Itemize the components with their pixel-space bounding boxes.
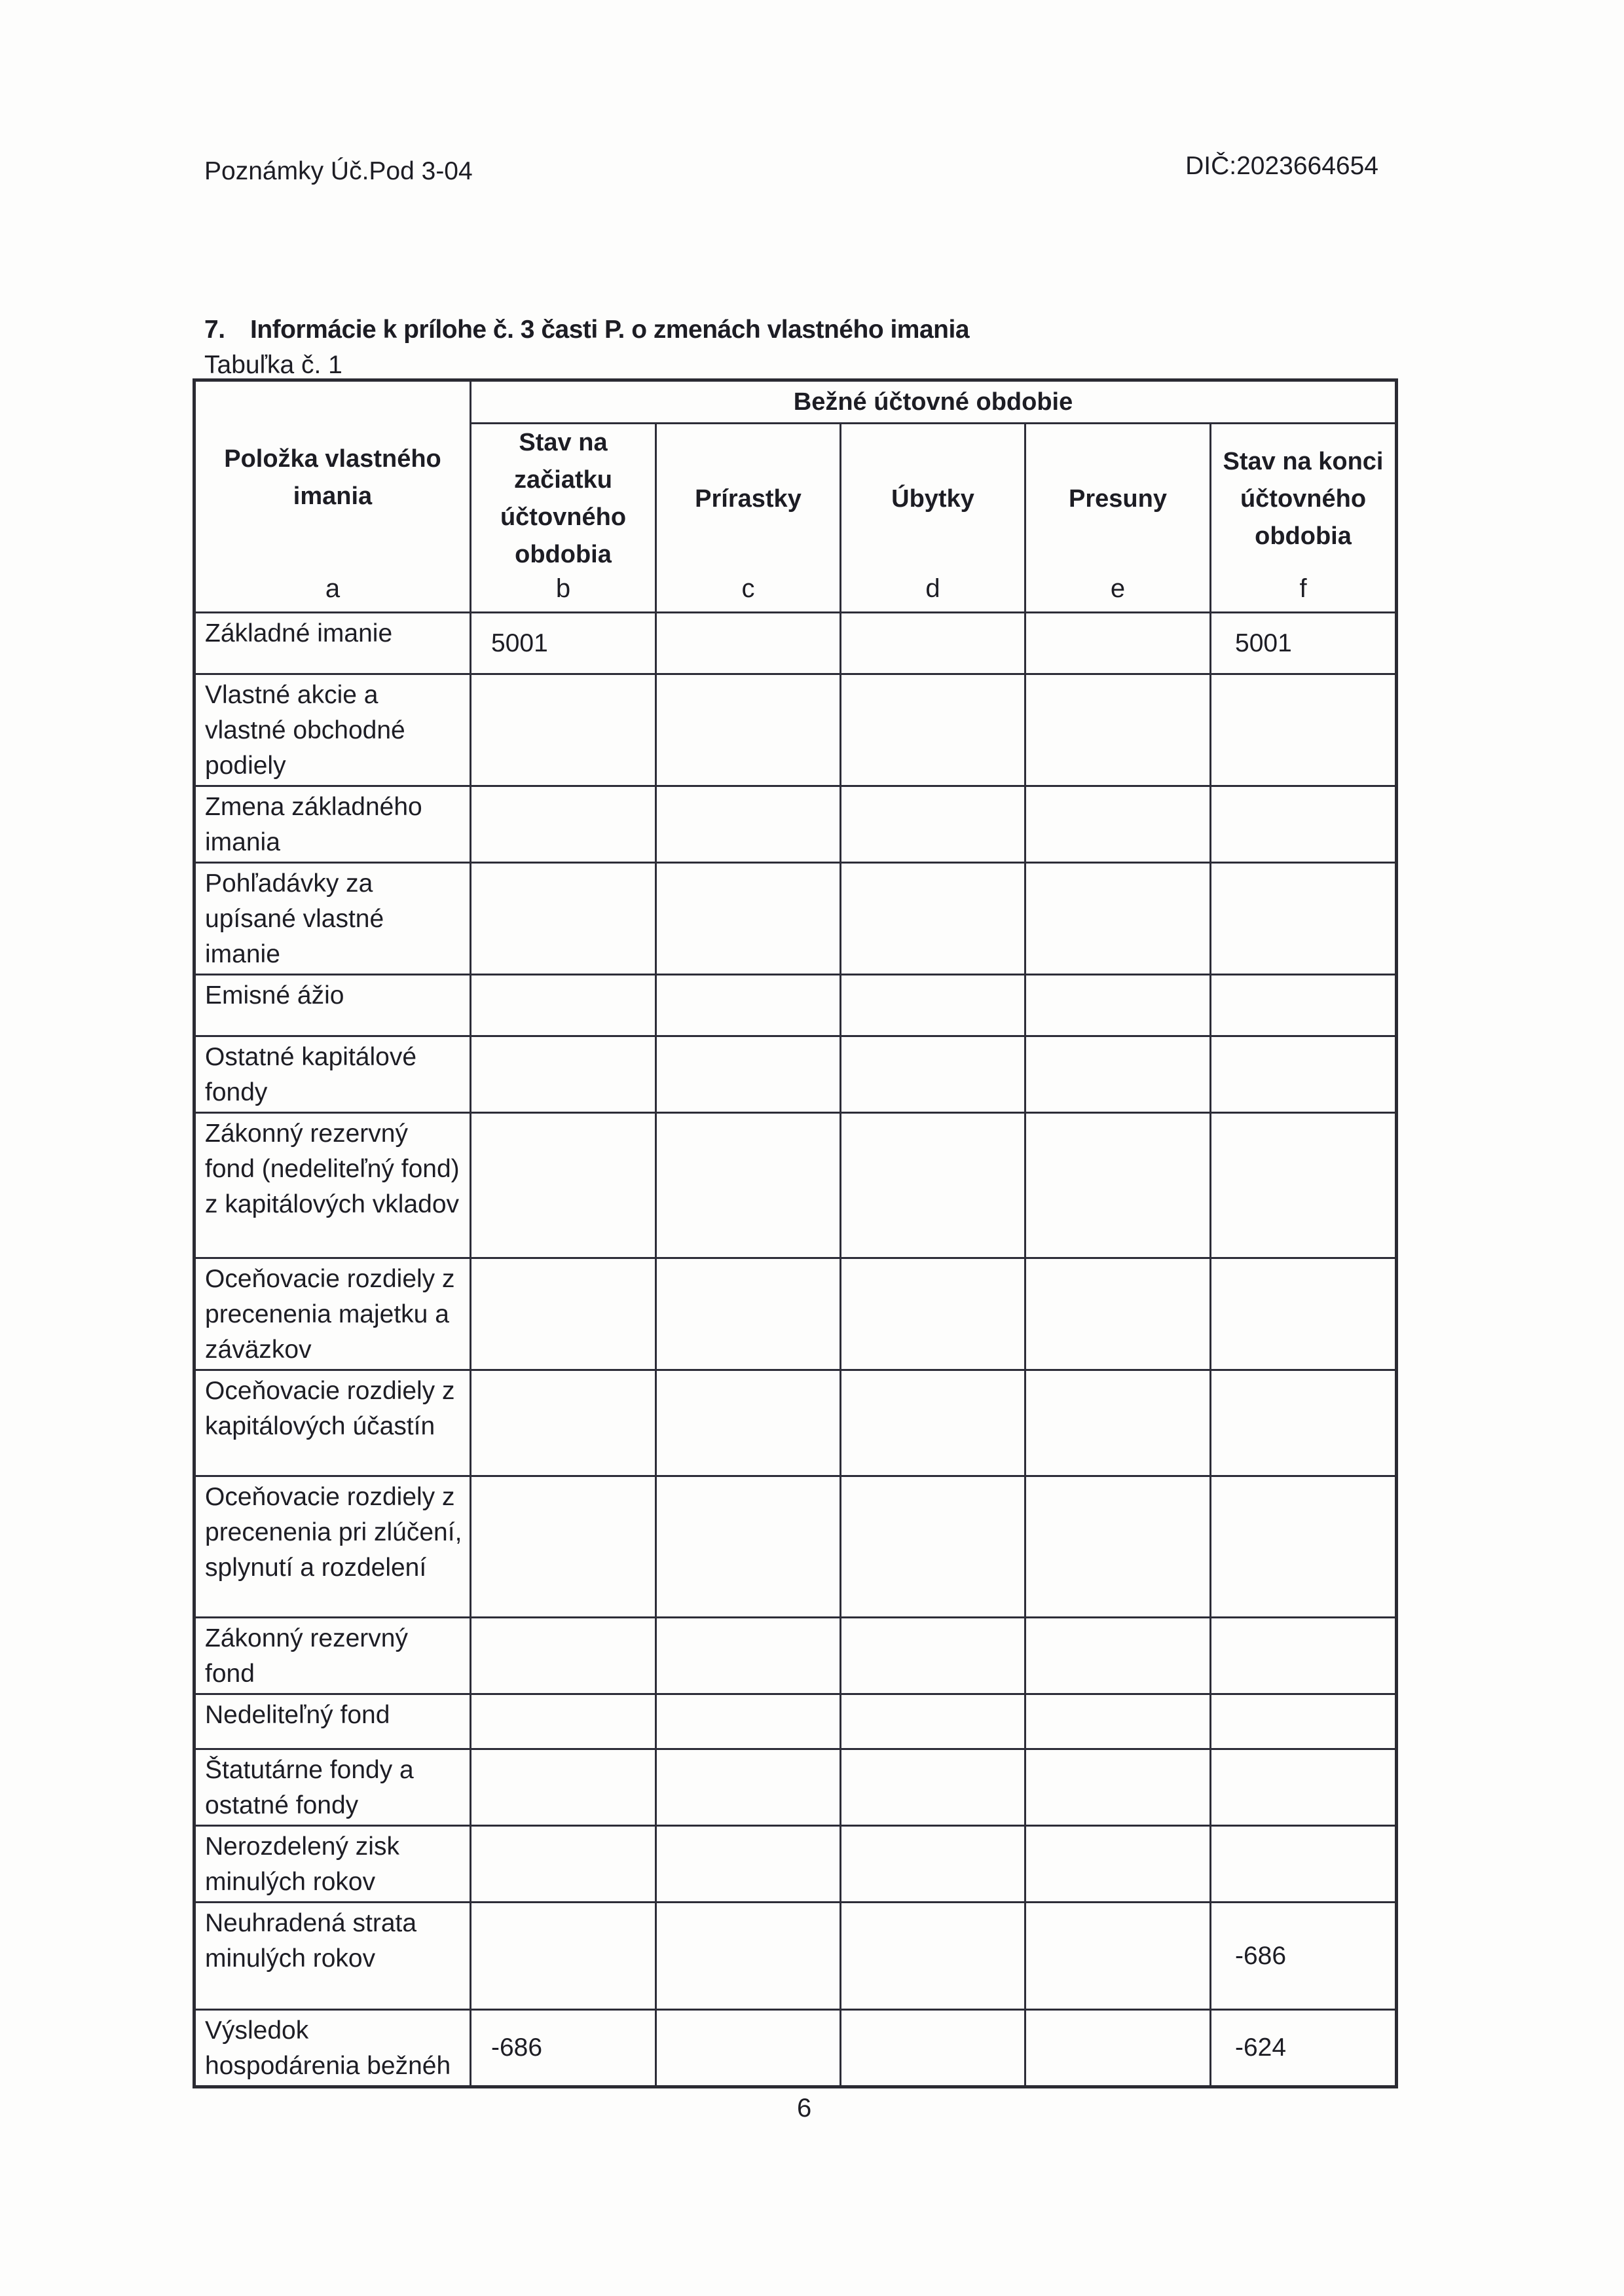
cell-d bbox=[841, 1826, 1025, 1903]
cell-c bbox=[656, 1826, 841, 1903]
cell-f bbox=[1211, 1826, 1397, 1903]
cell-c bbox=[656, 1903, 841, 2010]
column-header-label: Stav na konci účtovného obdobia bbox=[1223, 447, 1384, 550]
cell-d bbox=[841, 863, 1025, 975]
equity-changes-table bbox=[193, 378, 1398, 2088]
cell-f: 5001 bbox=[1211, 613, 1397, 674]
cell-e bbox=[1025, 1749, 1211, 1826]
cell-f bbox=[1211, 863, 1397, 975]
cell-f bbox=[1211, 1749, 1397, 1826]
table-row bbox=[194, 1370, 1397, 1476]
column-letter: f bbox=[1299, 574, 1307, 603]
table-row bbox=[194, 786, 1397, 863]
cell-c bbox=[656, 1036, 841, 1113]
cell-b bbox=[471, 975, 656, 1036]
cell-e bbox=[1025, 1618, 1211, 1694]
column-header-transfers bbox=[1025, 424, 1211, 613]
cell-f bbox=[1211, 1036, 1397, 1113]
section-title bbox=[204, 316, 969, 344]
cell-b bbox=[471, 1694, 656, 1749]
cell-f bbox=[1211, 1618, 1397, 1694]
cell-b bbox=[471, 1476, 656, 1618]
column-letter: b bbox=[555, 574, 571, 603]
table-row bbox=[194, 1618, 1397, 1694]
page-number: 6 bbox=[797, 2094, 812, 2123]
cell-d bbox=[841, 1694, 1025, 1749]
cell-f bbox=[1211, 786, 1397, 863]
cell-e bbox=[1025, 1903, 1211, 2010]
cell-c bbox=[656, 1370, 841, 1476]
cell-d bbox=[841, 1618, 1025, 1694]
cell-f bbox=[1211, 674, 1397, 786]
table-row bbox=[194, 1749, 1397, 1826]
column-letter: c bbox=[741, 574, 755, 603]
cell-e bbox=[1025, 975, 1211, 1036]
cell-e bbox=[1025, 2010, 1211, 2087]
cell-b bbox=[471, 863, 656, 975]
cell-d bbox=[841, 1036, 1025, 1113]
cell-c bbox=[656, 863, 841, 975]
row-label: Emisné ážio bbox=[194, 975, 471, 1036]
cell-e bbox=[1025, 1258, 1211, 1370]
cell-b bbox=[471, 786, 656, 863]
cell-e bbox=[1025, 1694, 1211, 1749]
cell-c bbox=[656, 1476, 841, 1618]
table-row bbox=[194, 1903, 1397, 2010]
cell-e bbox=[1025, 786, 1211, 863]
row-label: Oceňovacie rozdiely z precenenia majetku a záväzkov bbox=[194, 1258, 471, 1370]
row-label: Základné imanie bbox=[194, 613, 471, 674]
cell-f bbox=[1211, 975, 1397, 1036]
column-letter: d bbox=[925, 574, 940, 603]
table-row bbox=[194, 1476, 1397, 1618]
cell-d bbox=[841, 786, 1025, 863]
column-header-closing-balance bbox=[1211, 424, 1397, 613]
table-row bbox=[194, 1113, 1397, 1258]
row-label: Zákonný rezervný fond (nedeliteľný fond) z kapitálových vkladov bbox=[194, 1113, 471, 1258]
row-label: Nedeliteľný fond bbox=[194, 1694, 471, 1749]
row-label: Zákonný rezervný fond bbox=[194, 1618, 471, 1694]
cell-d bbox=[841, 975, 1025, 1036]
cell-e bbox=[1025, 1476, 1211, 1618]
table-row bbox=[194, 1258, 1397, 1370]
column-header-decreases bbox=[841, 424, 1025, 613]
cell-c bbox=[656, 975, 841, 1036]
cell-c bbox=[656, 1618, 841, 1694]
section-title-text: Informácie k prílohe č. 3 časti P. o zmenách vlastného imania bbox=[250, 316, 970, 344]
table-row bbox=[194, 674, 1397, 786]
cell-f bbox=[1211, 1370, 1397, 1476]
column-header-opening-balance bbox=[471, 424, 656, 613]
cell-d bbox=[841, 1749, 1025, 1826]
cell-f bbox=[1211, 1258, 1397, 1370]
cell-c bbox=[656, 1749, 841, 1826]
column-header-additions bbox=[656, 424, 841, 613]
column-letter: a bbox=[325, 574, 341, 603]
column-header-label: Prírastky bbox=[695, 484, 802, 513]
cell-d bbox=[841, 2010, 1025, 2087]
row-label: Oceňovacie rozdiely z kapitálových účastín bbox=[194, 1370, 471, 1476]
cell-f: -686 bbox=[1211, 1903, 1397, 2010]
cell-d bbox=[841, 1370, 1025, 1476]
row-label: Vlastné akcie a vlastné obchodné podiely bbox=[194, 674, 471, 786]
row-label: Oceňovacie rozdiely z precenenia pri zlúčení, splynutí a rozdelení bbox=[194, 1476, 471, 1618]
cell-e bbox=[1025, 1370, 1211, 1476]
cell-e bbox=[1025, 1036, 1211, 1113]
section-number: 7. bbox=[204, 316, 225, 344]
table-label: Tabuľka č. 1 bbox=[204, 351, 342, 379]
cell-f bbox=[1211, 1694, 1397, 1749]
column-header-label: Presuny bbox=[1069, 484, 1167, 513]
column-header-item bbox=[194, 380, 471, 613]
cell-d bbox=[841, 613, 1025, 674]
row-label: Pohľadávky za upísané vlastné imanie bbox=[194, 863, 471, 975]
cell-d bbox=[841, 1258, 1025, 1370]
row-label: Nerozdelený zisk minulých rokov bbox=[194, 1826, 471, 1903]
cell-e bbox=[1025, 863, 1211, 975]
column-header-label: Úbytky bbox=[891, 484, 974, 513]
cell-d bbox=[841, 1476, 1025, 1618]
table-row bbox=[194, 613, 1397, 674]
document-header-left: Poznámky Úč.Pod 3-04 bbox=[204, 157, 473, 185]
row-label: Neuhradená strata minulých rokov bbox=[194, 1903, 471, 2010]
cell-e bbox=[1025, 1826, 1211, 1903]
cell-c bbox=[656, 1258, 841, 1370]
cell-c bbox=[656, 1113, 841, 1258]
cell-f bbox=[1211, 1476, 1397, 1618]
column-letter: e bbox=[1110, 574, 1126, 603]
cell-b bbox=[471, 1113, 656, 1258]
row-label: Ostatné kapitálové fondy bbox=[194, 1036, 471, 1113]
cell-c bbox=[656, 1694, 841, 1749]
column-header-label: Položka vlastného imania bbox=[224, 445, 441, 510]
cell-b: 5001 bbox=[471, 613, 656, 674]
table-row bbox=[194, 863, 1397, 975]
document-header-tax-id: DIČ:2023664654 bbox=[1185, 152, 1378, 180]
cell-b bbox=[471, 1826, 656, 1903]
cell-b bbox=[471, 1749, 656, 1826]
cell-b bbox=[471, 1036, 656, 1113]
cell-e bbox=[1025, 674, 1211, 786]
cell-c bbox=[656, 674, 841, 786]
table-row bbox=[194, 1036, 1397, 1113]
row-label: Výsledok hospodárenia bežnéh bbox=[194, 2010, 471, 2087]
cell-c bbox=[656, 613, 841, 674]
period-header: Bežné účtovné obdobie bbox=[471, 380, 1397, 424]
cell-d bbox=[841, 674, 1025, 786]
column-header-label: Stav na začiatku účtovného obdobia bbox=[500, 429, 627, 568]
cell-e bbox=[1025, 613, 1211, 674]
cell-e bbox=[1025, 1113, 1211, 1258]
cell-b bbox=[471, 1903, 656, 2010]
table-row bbox=[194, 975, 1397, 1036]
cell-f: -624 bbox=[1211, 2010, 1397, 2087]
cell-d bbox=[841, 1113, 1025, 1258]
cell-b bbox=[471, 1258, 656, 1370]
row-label: Zmena základného imania bbox=[194, 786, 471, 863]
table-row bbox=[194, 1694, 1397, 1749]
cell-b: -686 bbox=[471, 2010, 656, 2087]
cell-d bbox=[841, 1903, 1025, 2010]
cell-f bbox=[1211, 1113, 1397, 1258]
cell-b bbox=[471, 1618, 656, 1694]
table-row bbox=[194, 1826, 1397, 1903]
cell-b bbox=[471, 674, 656, 786]
table-row bbox=[194, 2010, 1397, 2087]
row-label: Štatutárne fondy a ostatné fondy bbox=[194, 1749, 471, 1826]
cell-b bbox=[471, 1370, 656, 1476]
cell-c bbox=[656, 786, 841, 863]
cell-c bbox=[656, 2010, 841, 2087]
